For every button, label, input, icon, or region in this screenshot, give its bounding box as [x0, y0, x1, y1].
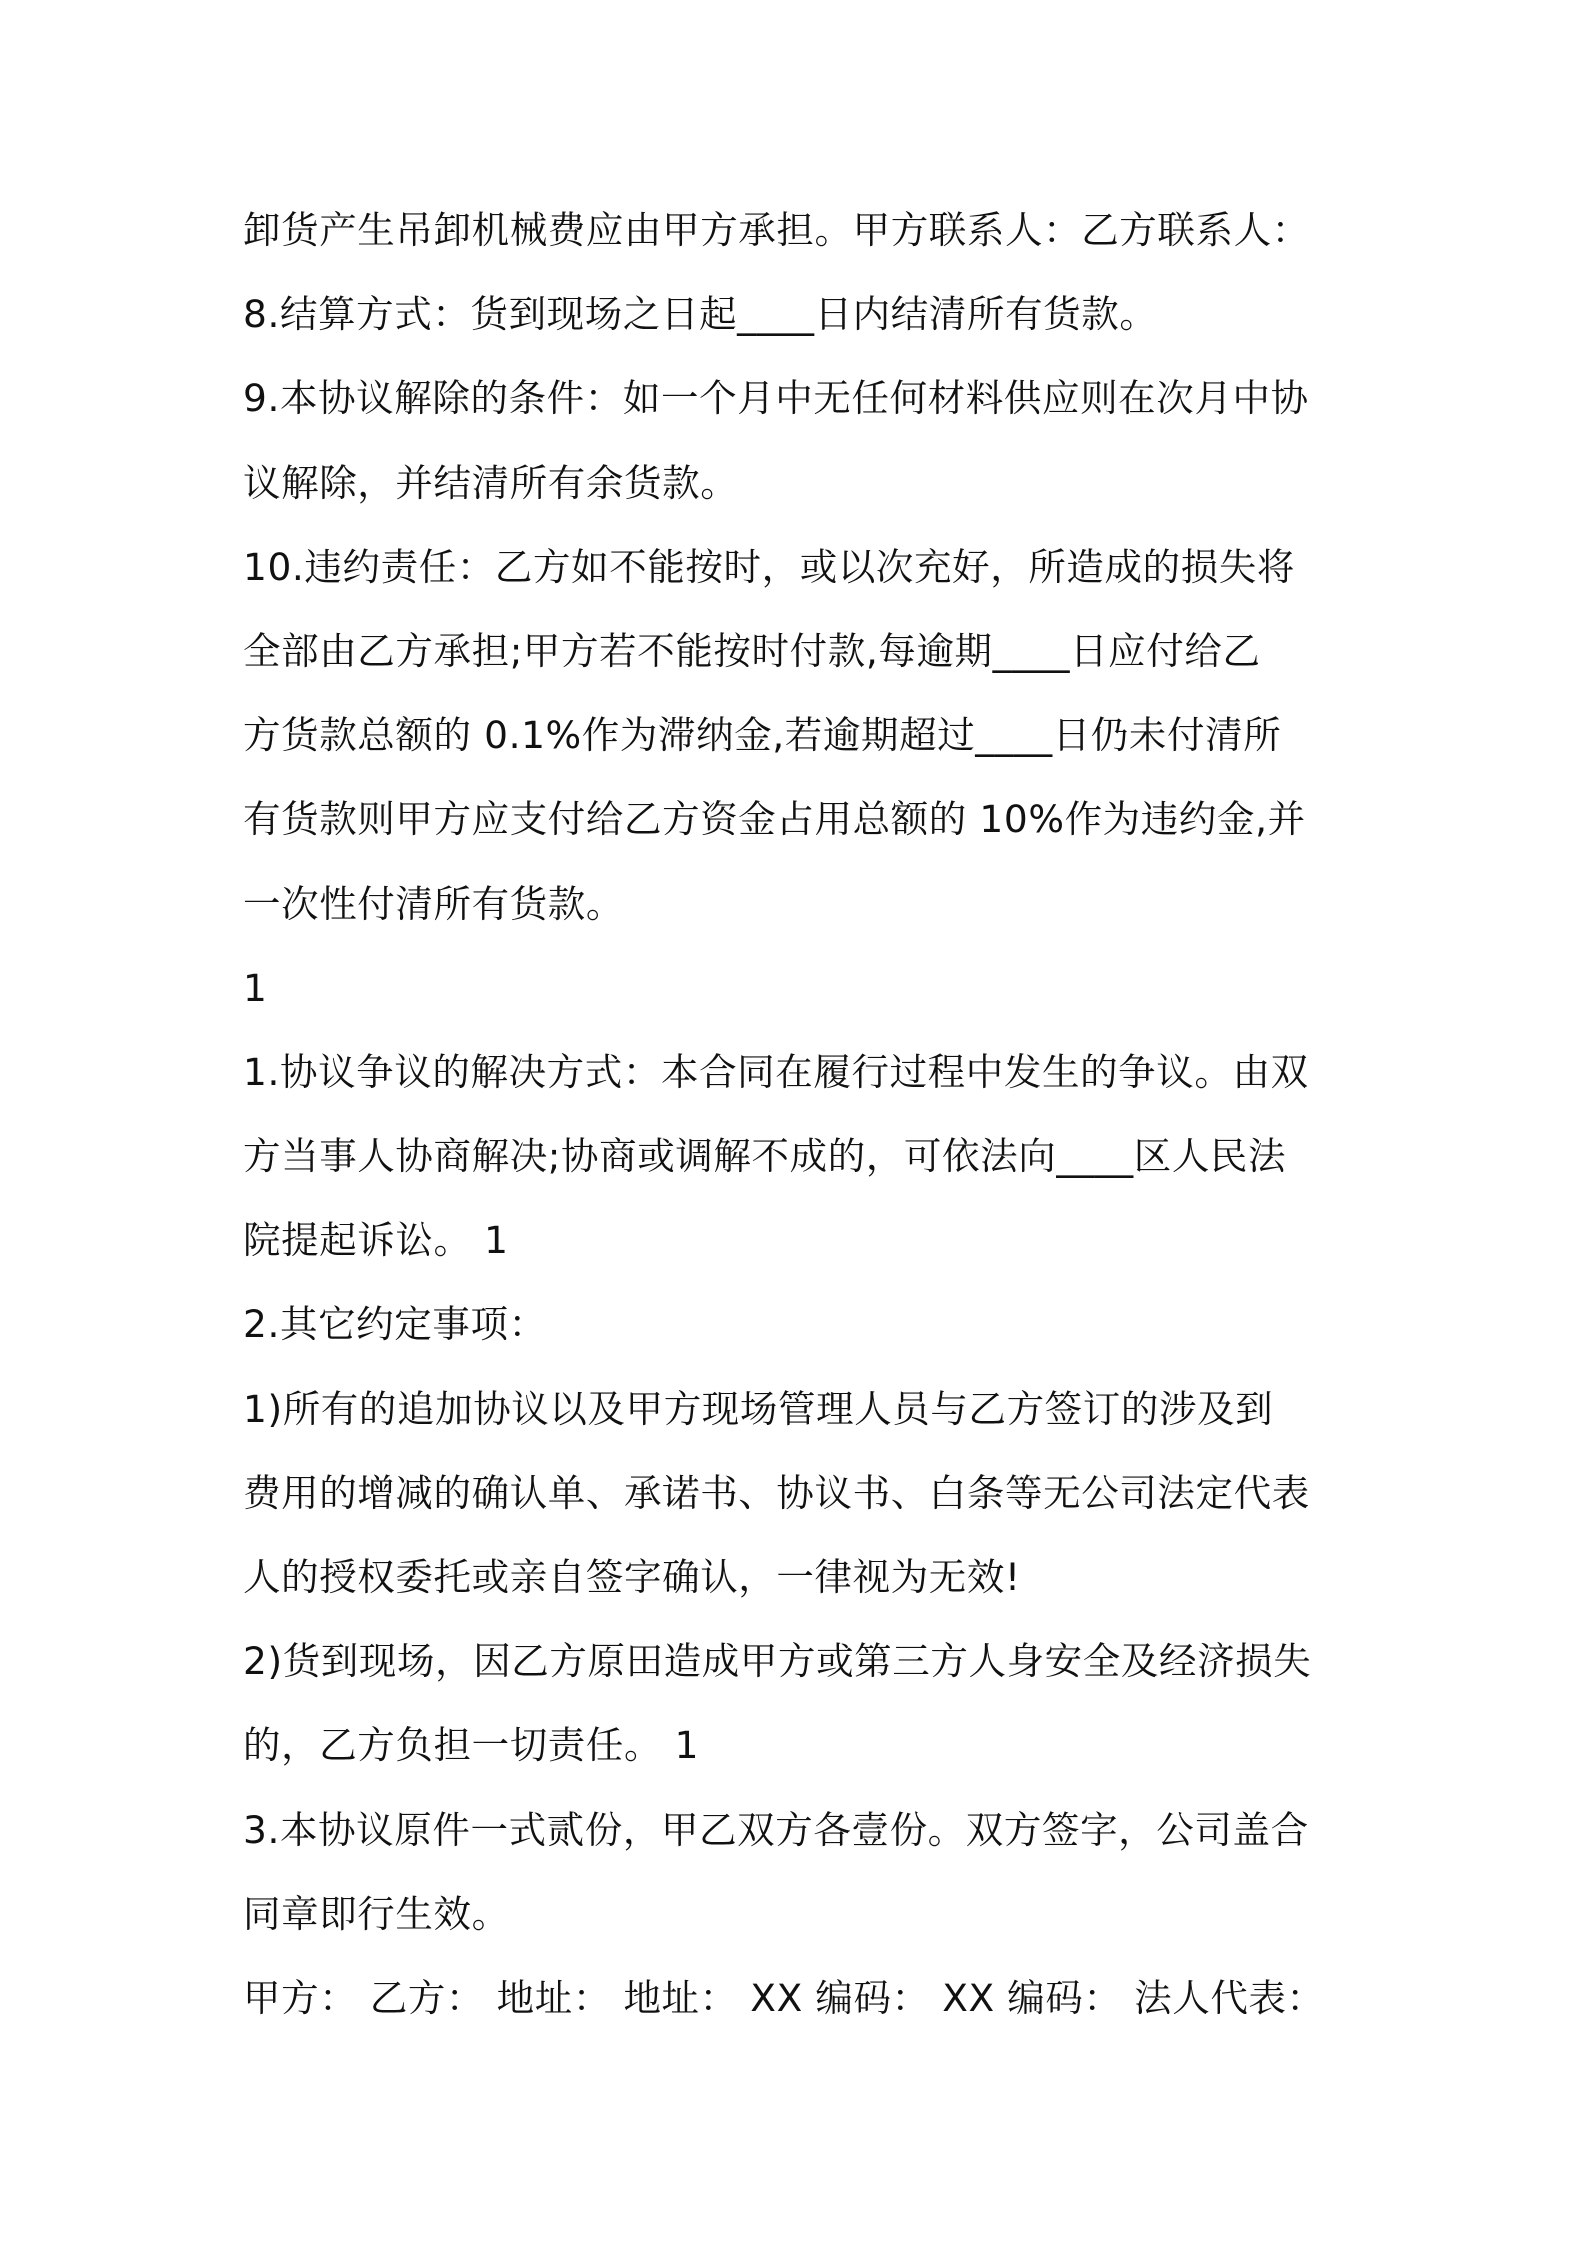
text-line: 1.协议争议的解决方式：本合同在履行过程中发生的争议。由双	[243, 1049, 1309, 1094]
text-line: 的，乙方负担一切责任。 1	[243, 1723, 700, 1768]
text-line: 一次性付清所有货款。	[243, 881, 624, 926]
text-line: 1	[243, 965, 268, 1010]
text-line: 议解除，并结清所有余货款。	[243, 460, 739, 505]
text-line: 1)所有的追加协议以及甲方现场管理人员与乙方签订的涉及到	[243, 1386, 1274, 1431]
text-line: 9.本协议解除的条件：如一个月中无任何材料供应则在次月中协	[243, 376, 1309, 421]
text-line: 3.本协议原件一式贰份，甲乙双方各壹份。双方签字，公司盖合	[243, 1807, 1309, 1852]
text-line: 10.违约责任：乙方如不能按时，或以次充好，所造成的损失将	[243, 544, 1296, 589]
text-line: 同章即行生效。	[243, 1891, 510, 1936]
text-line: 方货款总额的 0.1%作为滞纳金,若逾期超过____日仍未付清所	[243, 713, 1282, 758]
text-line: 费用的增减的确认单、承诺书、协议书、白条等无公司法定代表	[243, 1470, 1310, 1515]
text-line: 有货款则甲方应支付给乙方资金占用总额的 10%作为违约金,并	[243, 797, 1306, 842]
text-line: 卸货产生吊卸机械费应由甲方承担。甲方联系人：乙方联系人：	[243, 208, 1310, 252]
text-line: 人的授权委托或亲自签字确认，一律视为无效!	[243, 1555, 1021, 1599]
text-line: 2.其它约定事项：	[243, 1302, 547, 1347]
text-line: 甲方： 乙方： 地址： 地址： XX 编码： XX 编码： 法人代表：	[243, 1975, 1325, 2020]
text-line: 8.结算方式：货到现场之日起____日内结清所有货款。	[243, 292, 1158, 337]
text-line: 全部由乙方承担;甲方若不能按时付款,每逾期____日应付给乙	[243, 628, 1261, 673]
text-line: 2)货到现场，因乙方原田造成甲方或第三方人身安全及经济损失	[243, 1639, 1312, 1684]
document-body	[243, 188, 1353, 2040]
text-line: 方当事人协商解决;协商或调解不成的，可依法向____区人民法	[243, 1134, 1287, 1179]
text-line: 院提起诉讼。 1	[243, 1218, 509, 1263]
